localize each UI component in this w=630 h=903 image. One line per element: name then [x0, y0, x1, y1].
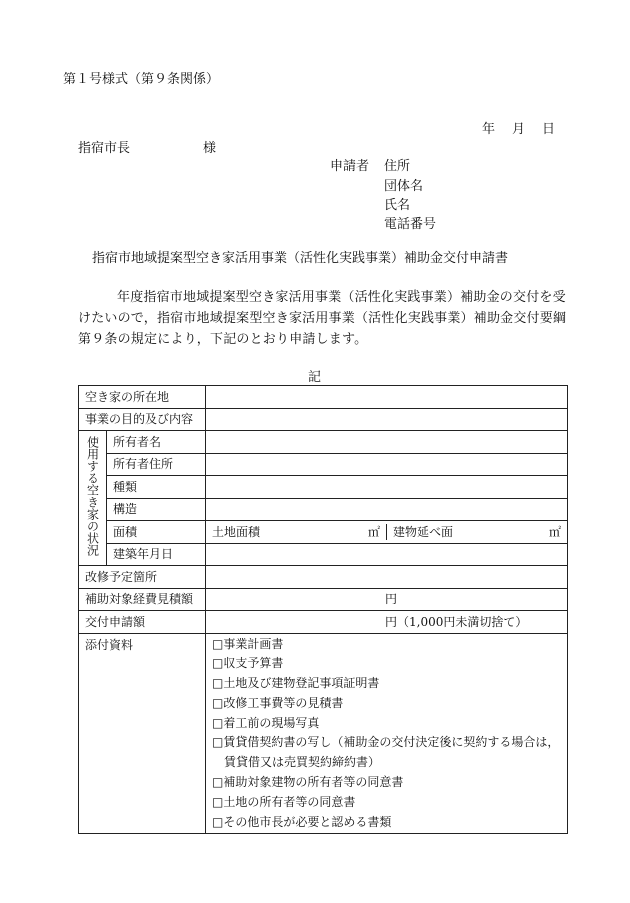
owner-address-value[interactable] [206, 453, 568, 476]
structure-label: 構造 [107, 498, 206, 521]
usage-group-label: 使用する空き家の状況 [79, 431, 107, 566]
attachment-item[interactable]: □その他市長が必要と認める書類 [212, 814, 392, 829]
kind-label: 種類 [107, 476, 206, 499]
table-row [79, 611, 568, 634]
table-row [79, 408, 568, 431]
attachment-item[interactable]: □賃貸借契約書の写し（補助金の交付決定後に契約する場合は， [212, 735, 560, 750]
land-area-label: 土地面積 [212, 524, 261, 539]
structure-value[interactable] [206, 498, 568, 521]
attachment-item[interactable]: □土地の所有者等の同意書 [212, 794, 356, 809]
applicant-phone-label: 電話番号 [384, 217, 437, 232]
location-label: 空き家の所在地 [79, 386, 206, 409]
purpose-label: 事業の目的及び内容 [79, 408, 206, 431]
purpose-value[interactable] [206, 408, 568, 431]
area-label: 面積 [107, 521, 206, 544]
table-row [79, 453, 568, 476]
owner-name-label: 所有者名 [107, 431, 206, 454]
body-text: 年度指宿市地域提案型空き家活用事業（活性化実践事業）補助金の交付を受けたいので，指宿市地域提案型空き家活用事業（活性化実践事業）補助金交付要綱第９条の規定により，下記のとおり申請します。 [78, 290, 567, 347]
honorific: 様 [203, 141, 217, 156]
table-row [79, 521, 568, 544]
area-value [206, 521, 568, 544]
attachment-item[interactable]: □改修工事費等の見積書 [212, 695, 344, 710]
estimate-yen-unit: 円 [385, 592, 398, 607]
renovation-value[interactable] [206, 566, 568, 589]
table-row [79, 566, 568, 589]
owner-address-label: 所有者住所 [107, 453, 206, 476]
kind-value[interactable] [206, 476, 568, 499]
estimate-label: 補助対象経費見積額 [79, 588, 206, 611]
applicant-label: 申請者 [330, 159, 370, 174]
attachment-item-continuation: 賃貸借又は売買契約締約書） [224, 755, 381, 770]
built-date-value[interactable] [206, 543, 568, 566]
grant-amount-note: 円（1,000円未満切捨て） [385, 614, 528, 629]
attachment-item[interactable]: □着工前の現場写真 [212, 715, 320, 730]
table-row [79, 431, 568, 454]
applicant-name-label: 氏名 [384, 198, 411, 213]
land-area-unit: ㎡ [368, 524, 381, 539]
table-row [79, 498, 568, 521]
table-row [79, 476, 568, 499]
owner-name-value[interactable] [206, 431, 568, 454]
application-table [78, 385, 568, 834]
renovation-label: 改修予定箇所 [79, 566, 206, 589]
addressee: 指宿市長 [78, 141, 131, 156]
grant-amount-label: 交付申請額 [79, 611, 206, 634]
attachment-item[interactable]: □土地及び建物登記事項証明書 [212, 676, 380, 691]
applicant-org-label: 団体名 [384, 179, 424, 194]
estimate-value[interactable] [206, 588, 568, 611]
table-row [79, 386, 568, 409]
attachment-item[interactable]: □事業計画書 [212, 636, 284, 651]
table-row [79, 588, 568, 611]
form-number: 第１号様式（第９条関係） [63, 72, 220, 87]
attachment-item[interactable]: □補助対象建物の所有者等の同意書 [212, 775, 404, 790]
ki-label: 記 [308, 370, 322, 385]
building-area-unit: ㎡ [549, 524, 562, 539]
date-line: 年 月 日 [482, 122, 558, 137]
location-value[interactable] [206, 386, 568, 409]
attachment-item[interactable]: □収支予算書 [212, 656, 284, 671]
table-row [79, 543, 568, 566]
applicant-address-label: 住所 [384, 159, 411, 174]
attachments-list [206, 633, 568, 834]
document-title: 指宿市地域提案型空き家活用事業（活性化実践事業）補助金交付申請書 [92, 251, 509, 266]
table-row [79, 633, 568, 834]
built-date-label: 建築年月日 [107, 543, 206, 566]
grant-amount-value[interactable] [206, 611, 568, 634]
attachments-label: 添付資料 [79, 633, 206, 834]
building-area-label: 建物延べ面 [393, 524, 454, 539]
